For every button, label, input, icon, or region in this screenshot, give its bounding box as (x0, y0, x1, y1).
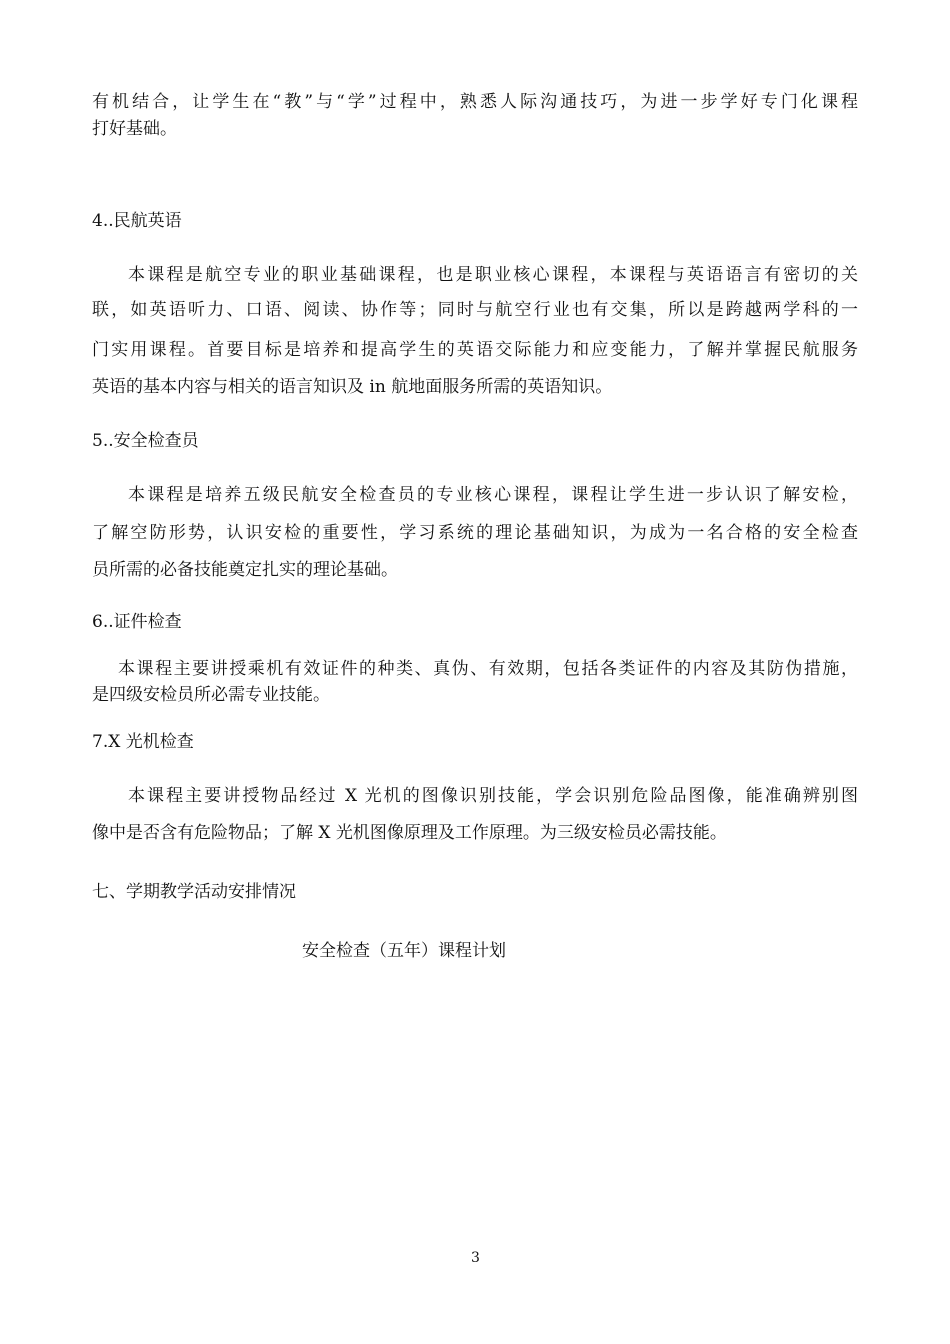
section-6-heading: 6..证件检查 (92, 612, 182, 632)
section-4-line-3: 门实用课程。首要目标是培养和提高学生的英语交际能力和应变能力，了解并掌握民航服务 (92, 340, 858, 360)
section-7-line-2: 像中是否含有危险物品；了解 X 光机图像原理及工作原理。为三级安检员必需技能。 (92, 823, 727, 843)
section-7-heading: 7.X 光机检查 (92, 732, 194, 752)
intro-line-1: 有机结合，让学生在“教”与“学”过程中，熟悉人际沟通技巧，为进一步学好专门化课程 (92, 92, 858, 112)
section-4-line-1: 本课程是航空专业的职业基础课程，也是职业核心课程，本课程与英语语言有密切的关 (128, 265, 858, 285)
page-number: 3 (471, 1250, 480, 1266)
chapter-7-heading: 七、学期教学活动安排情况 (92, 882, 296, 902)
section-7-line-1: 本课程主要讲授物品经过 X 光机的图像识别技能，学会识别危险品图像，能准确辨别图 (128, 786, 858, 806)
section-5-line-3: 员所需的必备技能奠定扎实的理论基础。 (92, 560, 398, 580)
section-4-heading: 4..民航英语 (92, 211, 182, 231)
section-5-heading: 5..安全检查员 (92, 431, 199, 451)
section-4-line-4: 英语的基本内容与相关的语言知识及 in 航地面服务所需的英语知识。 (92, 377, 613, 397)
section-5-line-2: 了解空防形势，认识安检的重要性，学习系统的理论基础知识，为成为一名合格的安全检查 (92, 523, 858, 543)
intro-line-2: 打好基础。 (92, 119, 177, 139)
course-plan-title: 安全检查（五年）课程计划 (302, 941, 506, 961)
section-4-line-2: 联，如英语听力、口语、阅读、协作等；同时与航空行业也有交集，所以是跨越两学科的一 (92, 300, 858, 320)
section-6-line-2: 是四级安检员所必需专业技能。 (92, 685, 330, 705)
section-6-line-1: 本课程主要讲授乘机有效证件的种类、真伪、有效期，包括各类证件的内容及其防伪措施， (118, 659, 858, 679)
section-5-line-1: 本课程是培养五级民航安全检查员的专业核心课程，课程让学生进一步认识了解安检， (128, 485, 858, 505)
